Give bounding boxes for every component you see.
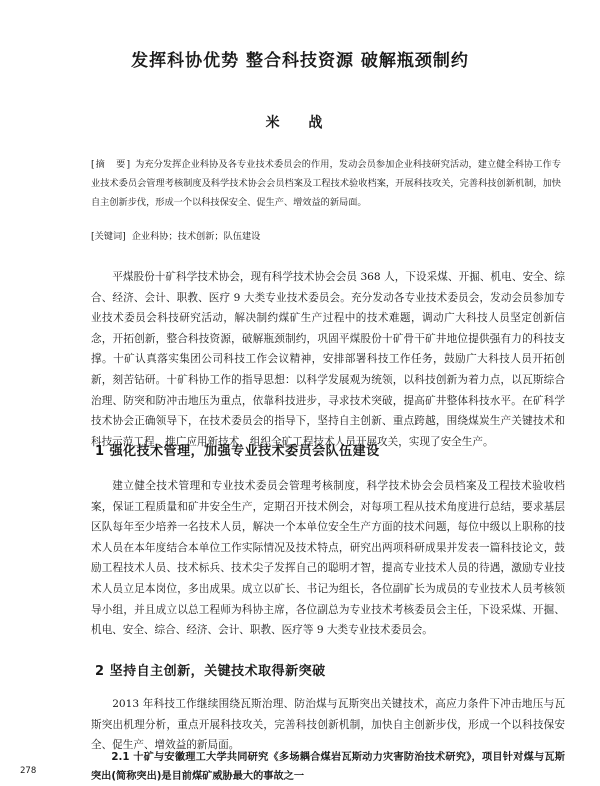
- abstract: [91, 155, 561, 212]
- keywords-label: [关键词]: [91, 231, 126, 242]
- intro-paragraph: 平煤股份十矿科学技术协会，现有科学技术协会会员 368 人，下设采煤、开掘、机电、安全、综合、经济、会计、职教、医疗 9 大类专业技术委员会。充分发动各专业技术委员会，发动会员参加专业技术委员会科技研究活动，解决制约煤矿生产过程中的技术难题，调动广大科技人员坚定创新信念，开拓创新，整合科技资源，破解瓶颈制约，巩固平煤股份十矿骨干矿井地位提供强有力的科技支撑。十矿认真落实集团公司科技工作会议精神，安排部署科技工作任务，鼓励广大科技人员开拓创新，刻苦钻研。十矿科协工作的指导思想：以科学发展观为统领，以科技创新为着力点，以瓦斯综合治理、防突和防冲击地压为重点，依靠科技进步，寻求技术突破，提高矿井整体科技水平。在矿科学技术协会正确领导下，在技术委员会的指导下，坚持自主创新、重点跨越，围绕煤炭生产关键技术和科技示范工程，推广应用新技术，组织全矿工程技术人员开展攻关，实现了安全生产。: [91, 271, 565, 448]
- section-body-1: 建立健全技术管理和专业技术委员会管理考核制度，科学技术协会会员档案及工程技术验收档案，保证工程质量和矿井安全生产，定期召开技术例会，对每项工程从技术角度进行总结，要求基层区队每年至少培养一名技术人员，解决一个本单位安全生产方面的技术问题，每位中级以上职称的技术人员在本年度结合本单位工作实际情况及技术特点，研究出两项科研成果并发表一篇科技论文，鼓励工程技术人员、技术标兵、技术尖子发挥自己的聪明才智，提高专业技术人员的待遇，激励专业技术人员立足本岗位，多出成果。成立以矿长、书记为组长，各位副矿长为成员的专业技术人员考核领导小组，并且成立以总工程师为科协主席，各位副总为专业技术考核委员会主任，下设采煤、开掘、机电、安全、综合、经济、会计、职教、医疗等 9 大类专业技术委员会。: [91, 480, 565, 637]
- keywords: [91, 227, 561, 246]
- section-heading-1: 1 强化技术管理，加强专业技术委员会队伍建设: [95, 444, 380, 459]
- article-author: 米 战: [265, 115, 335, 131]
- subsection-heading-2-1: 2.1 十矿与安徽理工大学共同研究《多场耦合煤岩瓦斯动力灾害防治技术研究》，项目针对煤与瓦斯突出(简称突出)是目前煤矿威胁最大的事故之一: [91, 752, 565, 782]
- section-body-2: 2013 年科技工作继续围绕瓦斯治理、防治煤与瓦斯突出关键技术，高应力条件下冲击地压与瓦斯突出机理分析，重点开展科技攻关，完善科技创新机制，加快自主创新步伐，形成一个以科技保安全、促生产、增效益的新局面。: [91, 698, 565, 752]
- keywords-text: 企业科协；技术创新；队伍建设: [131, 231, 261, 242]
- article-title: 发挥科协优势 整合科技资源 破解瓶颈制约: [131, 51, 469, 71]
- abstract-label: [摘 要]: [91, 159, 132, 170]
- abstract-text: 为充分发挥企业科协及各专业技术委员会的作用，发动会员参加企业科技研究活动，建立健全科协工作专业技术委员会管理考核制度及科学技术协会会员档案及工程技术验收档案，开展科技攻关，完善科技创新机制，加快自主创新步伐，形成一个以科技保安全、促生产、增效益的新局面。: [91, 159, 562, 208]
- page-number: 278: [20, 766, 37, 776]
- section-heading-2: 2 坚持自主创新，关键技术取得新突破: [95, 664, 326, 679]
